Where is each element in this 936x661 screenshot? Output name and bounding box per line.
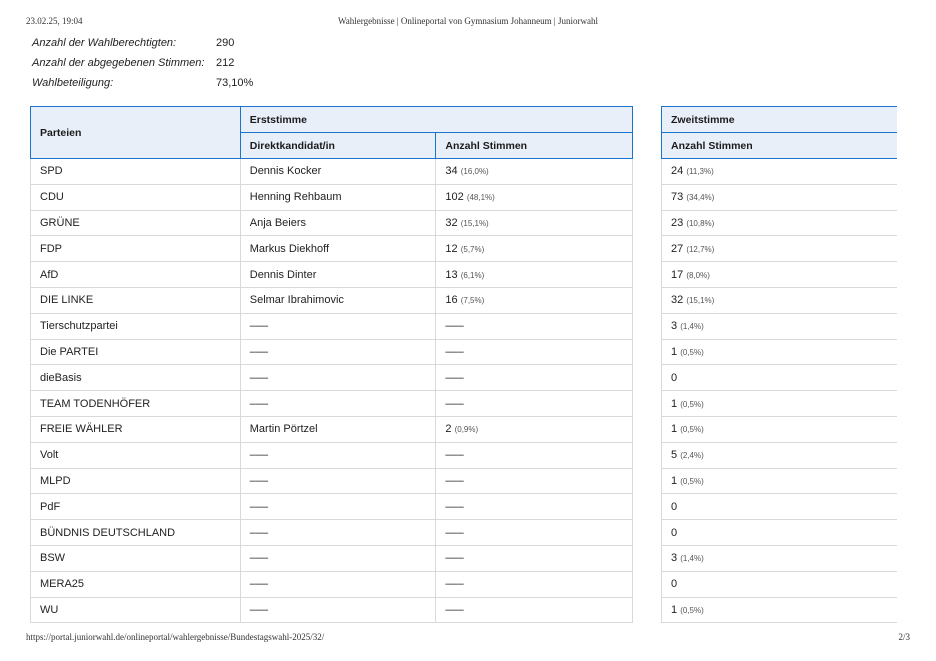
table-row [662,210,898,236]
table-row [662,365,898,391]
second-vote-count [662,494,898,520]
first-vote-count [436,545,633,571]
vote-number: ––– [445,474,464,487]
candidate-name: Markus Diekhoff [240,236,436,262]
table-row [31,262,633,288]
first-vote-count [436,391,633,417]
second-vote-count [662,287,898,313]
table-row [31,597,633,623]
second-vote-count [662,416,898,442]
first-vote-count [436,262,633,288]
party-name: WU [31,597,241,623]
first-vote-count [436,571,633,597]
table-row [662,571,898,597]
vote-number: ––– [445,371,464,384]
vote-number: ––– [445,500,464,513]
candidate-name: ––– [240,365,436,391]
table-row [31,210,633,236]
table-row [31,159,633,185]
table-row [31,339,633,365]
table-row [31,313,633,339]
vote-number: 5 [671,449,678,462]
vote-number: 27 [671,242,684,255]
col-header-direktkandidat: Direktkandidat/in [240,133,436,159]
vote-number: 1 [671,397,678,410]
vote-percent: (15,1%) [686,296,715,306]
candidate-name: Dennis Kocker [240,159,436,185]
table-row [662,287,898,313]
party-name: BSW [31,545,241,571]
first-vote-count [436,287,633,313]
second-vote-count [662,442,898,468]
table-row [662,494,898,520]
vote-percent: (2,4%) [680,451,704,461]
candidate-name: Dennis Dinter [240,262,436,288]
candidate-name: ––– [240,494,436,520]
vote-percent: (0,9%) [454,425,479,435]
vote-number: 3 [671,552,678,565]
party-name: GRÜNE [31,210,241,236]
vote-number: ––– [445,578,464,591]
vote-number: 32 [671,294,684,307]
table-row [662,262,898,288]
col-header-erststimme: Erststimme [240,107,632,133]
second-vote-count [662,262,898,288]
vote-number: 73 [671,191,684,204]
party-name: FDP [31,236,241,262]
second-vote-count [662,159,898,185]
vote-number: 34 [445,165,458,178]
candidate-name: ––– [240,442,436,468]
candidate-name: ––– [240,468,436,494]
vote-number: 2 [445,423,452,436]
vote-number: ––– [445,345,464,358]
vote-number: 24 [671,165,684,178]
vote-percent: (48,1%) [466,193,495,203]
col-header-zweitstimme: Zweitstimme [662,107,898,133]
col-header-anzahl-stimmen-2: Anzahl Stimmen [662,133,898,159]
vote-percent: (0,5%) [680,347,704,357]
first-vote-count [436,236,633,262]
vote-number: 0 [671,371,678,384]
second-vote-count [662,236,898,262]
second-vote-count [662,391,898,417]
table-row [31,571,633,597]
party-name: DIE LINKE [31,287,241,313]
vote-number: 32 [445,216,458,229]
vote-number: 1 [671,474,678,487]
first-vote-count [436,442,633,468]
stat-value: 290 [216,37,235,49]
table-row [662,520,898,546]
table-row [662,391,898,417]
stat-label: Anzahl der Wahlberechtigten: [32,37,177,49]
vote-number: 12 [445,242,458,255]
party-name: BÜNDNIS DEUTSCHLAND [31,520,241,546]
first-vote-count [436,313,633,339]
first-vote-count [436,597,633,623]
party-name: TEAM TODENHÖFER [31,391,241,417]
vote-percent: (1,4%) [680,554,704,564]
candidate-name: ––– [240,597,436,623]
table-row [662,313,898,339]
vote-number: 1 [671,423,678,436]
party-name: Die PARTEI [31,339,241,365]
table-row [662,184,898,210]
vote-percent: (10,8%) [686,218,715,228]
vote-percent: (0,5%) [680,399,704,409]
second-vote-count [662,365,898,391]
table-row [662,442,898,468]
zweitstimme-table [661,106,897,623]
table-row [31,184,633,210]
first-vote-count [436,210,633,236]
vote-number: 23 [671,216,684,229]
candidate-name: Martin Pörtzel [240,416,436,442]
vote-number: 3 [671,320,678,333]
candidate-name: ––– [240,339,436,365]
vote-percent: (8,0%) [686,270,710,280]
vote-number: 0 [671,578,678,591]
first-vote-count [436,339,633,365]
party-name: CDU [31,184,241,210]
vote-number: 17 [671,268,684,281]
table-row [662,339,898,365]
table-row [31,416,633,442]
vote-percent: (0,5%) [680,425,704,435]
second-vote-count [662,313,898,339]
table-row [31,442,633,468]
vote-percent: (7,5%) [460,296,485,306]
table-row [31,468,633,494]
vote-percent: (1,4%) [680,322,704,332]
first-vote-count [436,184,633,210]
second-vote-count [662,597,898,623]
party-name: PdF [31,494,241,520]
vote-number: 1 [671,345,678,358]
candidate-name: Selmar Ibrahimovic [240,287,436,313]
second-vote-count [662,210,898,236]
table-row [662,416,898,442]
table-row [662,597,898,623]
table-row [31,365,633,391]
party-name: MERA25 [31,571,241,597]
table-row [662,545,898,571]
vote-number: 0 [671,500,678,513]
print-timestamp: 23.02.25, 19:04 [26,16,83,26]
first-vote-count [436,416,633,442]
first-vote-count [436,494,633,520]
page-url: https://portal.juniorwahl.de/onlineportal/wahlergebnisse/Bundestagswahl-2025/32/ [26,632,325,642]
candidate-name: Henning Rehbaum [240,184,436,210]
vote-percent: (6,1%) [460,270,485,280]
stat-value: 73,10% [216,77,254,89]
vote-percent: (34,4%) [686,193,715,203]
vote-percent: (16,0%) [460,167,489,177]
party-name: dieBasis [31,365,241,391]
vote-number: ––– [445,603,464,616]
first-vote-count [436,159,633,185]
stat-label: Wahlbeteiligung: [32,77,114,89]
party-name: MLPD [31,468,241,494]
vote-number: 13 [445,268,458,281]
table-row [662,468,898,494]
second-vote-count [662,468,898,494]
candidate-name: ––– [240,545,436,571]
candidate-name: ––– [240,520,436,546]
page-number: 2/3 [898,632,910,642]
second-vote-count [662,184,898,210]
candidate-name: Anja Beiers [240,210,436,236]
vote-number: ––– [445,526,464,539]
party-name: Volt [31,442,241,468]
candidate-name: ––– [240,571,436,597]
second-vote-count [662,545,898,571]
erststimme-table [30,106,633,623]
table-row [31,391,633,417]
table-row [662,159,898,185]
table-row [662,236,898,262]
table-row [31,545,633,571]
vote-number: 16 [445,294,458,307]
vote-number: 102 [445,191,464,204]
stat-label: Anzahl der abgegebenen Stimmen: [32,57,205,69]
party-name: SPD [31,159,241,185]
col-header-parteien: Parteien [31,107,241,159]
vote-number: 0 [671,526,678,539]
vote-number: ––– [445,397,464,410]
vote-number: 1 [671,603,678,616]
party-name: FREIE WÄHLER [31,416,241,442]
vote-percent: (0,5%) [680,605,704,615]
col-header-anzahl-stimmen: Anzahl Stimmen [436,133,633,159]
second-vote-count [662,520,898,546]
first-vote-count [436,520,633,546]
stat-value: 212 [216,57,235,69]
page-title: Wahlergebnisse | Onlineportal von Gymnasium Johanneum | Juniorwahl [338,16,598,26]
vote-number: ––– [445,320,464,333]
vote-number: ––– [445,552,464,565]
vote-percent: (12,7%) [686,244,715,254]
table-row [31,287,633,313]
candidate-name: ––– [240,313,436,339]
party-name: AfD [31,262,241,288]
vote-percent: (15,1%) [460,218,489,228]
party-name: Tierschutzpartei [31,313,241,339]
table-row [31,236,633,262]
vote-percent: (5,7%) [460,244,485,254]
first-vote-count [436,468,633,494]
table-row [31,520,633,546]
vote-percent: (0,5%) [680,476,704,486]
second-vote-count [662,571,898,597]
first-vote-count [436,365,633,391]
table-row [31,494,633,520]
second-vote-count [662,339,898,365]
vote-number: ––– [445,449,464,462]
candidate-name: ––– [240,391,436,417]
vote-percent: (11,3%) [686,167,714,177]
